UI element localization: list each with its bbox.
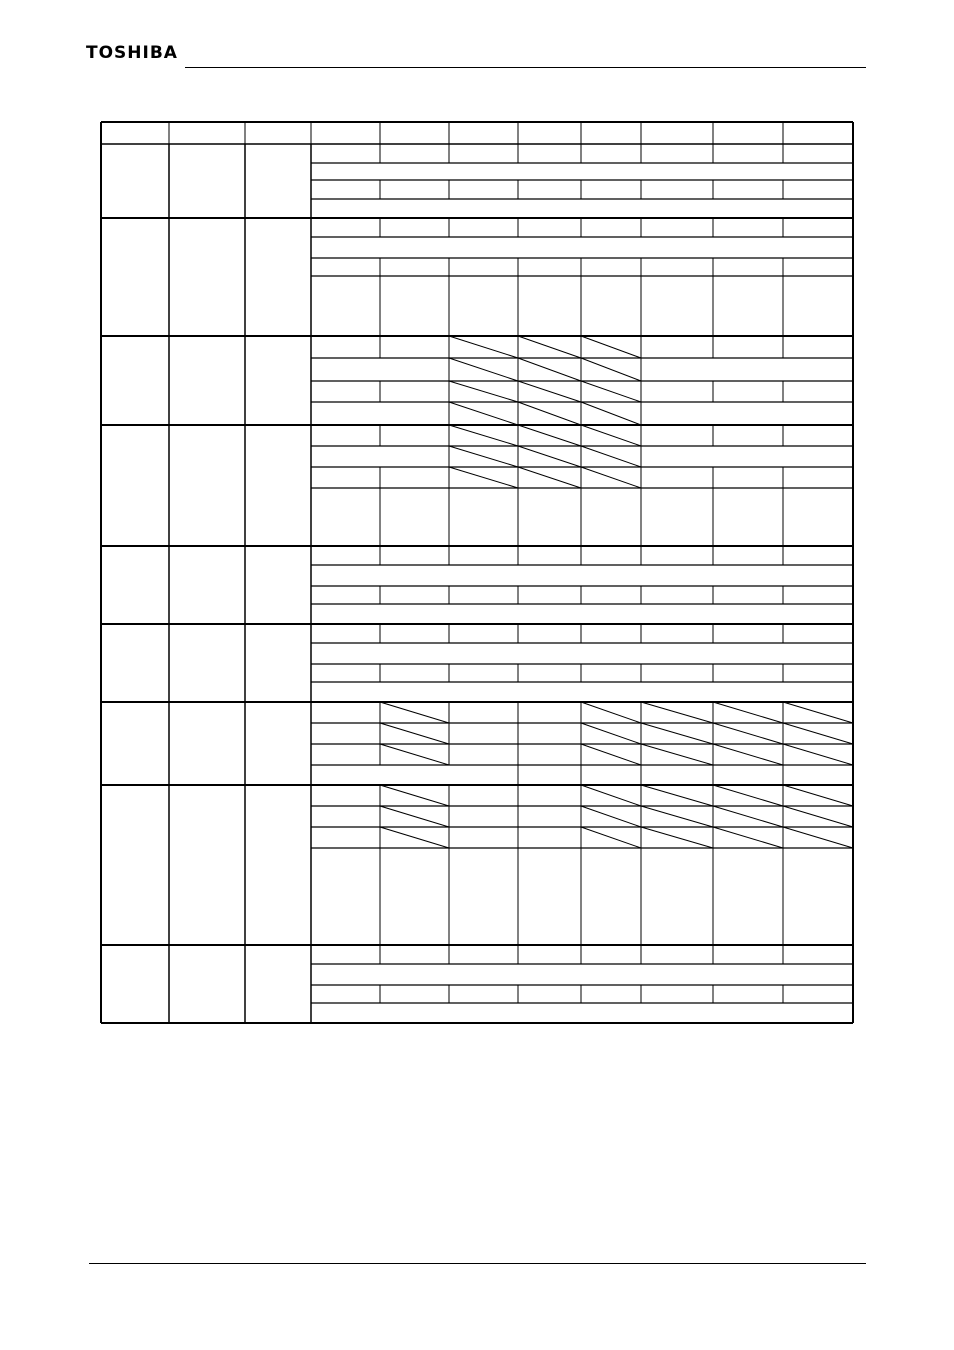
unused-bit-diagonal	[641, 806, 713, 827]
unused-bit-diagonal	[518, 467, 581, 488]
unused-bit-diagonal	[641, 702, 713, 723]
unused-bit-diagonal	[449, 402, 518, 425]
unused-bit-diagonal	[581, 827, 641, 848]
unused-bit-diagonal	[783, 806, 853, 827]
unused-bit-diagonal	[581, 806, 641, 827]
unused-bit-diagonal	[581, 381, 641, 402]
unused-bit-diagonal	[783, 827, 853, 848]
unused-bit-diagonal	[518, 336, 581, 358]
unused-bit-diagonal	[581, 425, 641, 446]
unused-bit-diagonal	[581, 723, 641, 744]
unused-bit-diagonal	[581, 402, 641, 425]
unused-bit-diagonal	[449, 425, 518, 446]
unused-bit-diagonal	[449, 381, 518, 402]
unused-bit-diagonal	[713, 744, 783, 765]
unused-bit-diagonal	[518, 402, 581, 425]
unused-bit-diagonal	[518, 425, 581, 446]
unused-bit-diagonal	[641, 723, 713, 744]
unused-bit-diagonal	[518, 446, 581, 467]
unused-bit-diagonal	[380, 827, 449, 848]
unused-bit-diagonal	[380, 702, 449, 723]
unused-bit-diagonal	[641, 744, 713, 765]
unused-bit-diagonal	[713, 785, 783, 806]
unused-bit-diagonal	[641, 785, 713, 806]
unused-bit-diagonal	[713, 723, 783, 744]
unused-bit-diagonal	[380, 723, 449, 744]
unused-bit-diagonal	[713, 702, 783, 723]
unused-bit-diagonal	[380, 744, 449, 765]
unused-bit-diagonal	[380, 806, 449, 827]
unused-bit-diagonal	[581, 358, 641, 381]
unused-bit-diagonal	[581, 467, 641, 488]
unused-bit-diagonal	[449, 467, 518, 488]
unused-bit-diagonal	[518, 381, 581, 402]
unused-bit-diagonal	[581, 785, 641, 806]
unused-bit-diagonal	[783, 723, 853, 744]
footer-rule	[89, 1263, 866, 1264]
unused-bit-diagonal	[449, 446, 518, 467]
unused-bit-diagonal	[449, 336, 518, 358]
unused-bit-diagonal	[783, 785, 853, 806]
unused-bit-diagonal	[581, 446, 641, 467]
toshiba-logo: TOSHIBA	[86, 43, 178, 63]
unused-bit-diagonal	[713, 806, 783, 827]
unused-bit-diagonal	[641, 827, 713, 848]
unused-bit-diagonal	[380, 785, 449, 806]
unused-bit-diagonal	[783, 744, 853, 765]
unused-bit-diagonal	[581, 702, 641, 723]
unused-bit-diagonal	[518, 358, 581, 381]
unused-bit-diagonal	[713, 827, 783, 848]
unused-bit-diagonal	[783, 702, 853, 723]
unused-bit-diagonal	[581, 336, 641, 358]
unused-bit-diagonal	[581, 744, 641, 765]
unused-bit-diagonal	[449, 358, 518, 381]
